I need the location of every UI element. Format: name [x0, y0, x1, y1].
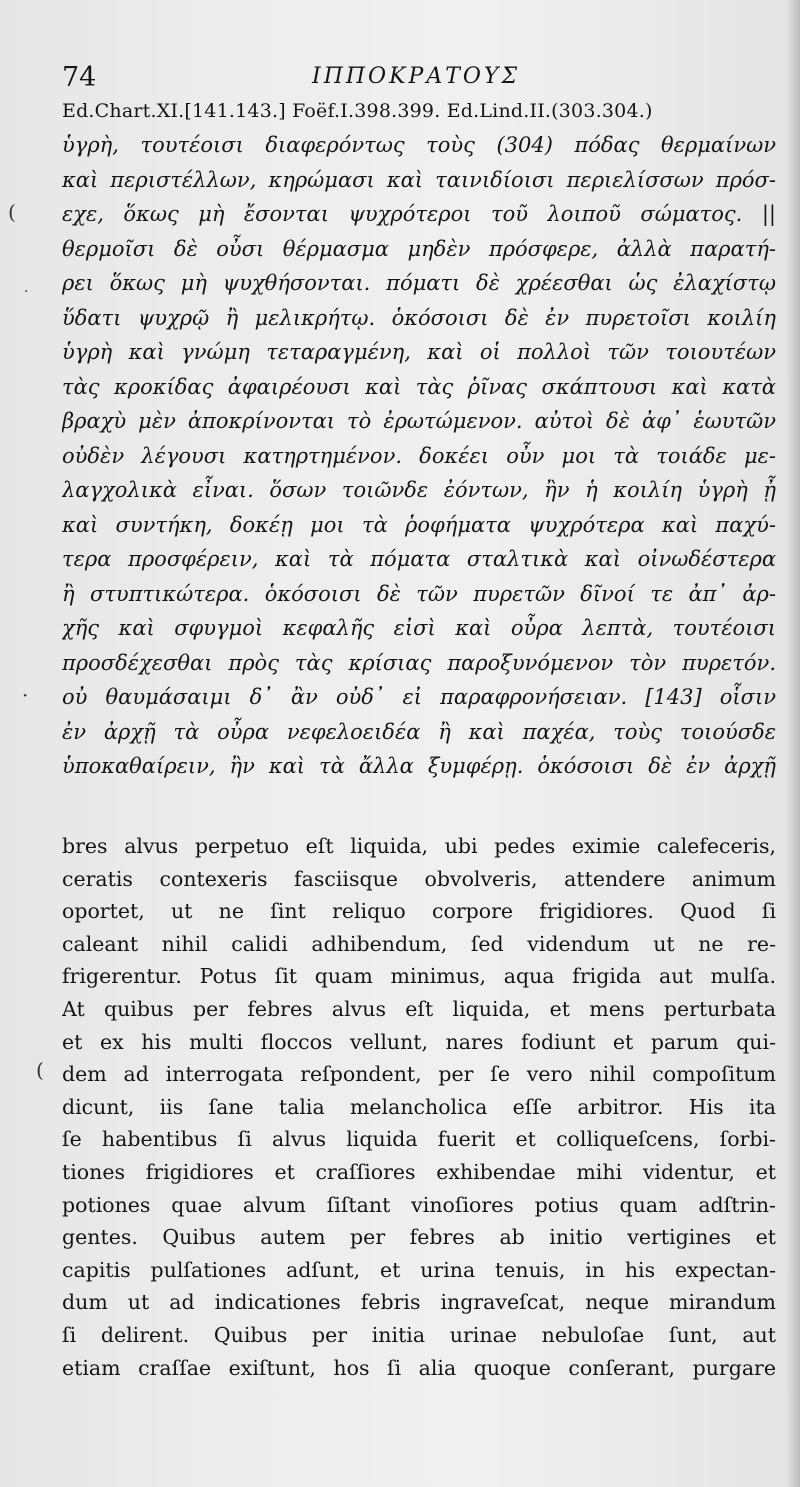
greek-text-line: ἢ στυπτικώτερα. ὁκόσοισι δὲ τῶν πυρετῶν δῖνοί τε ἀπ᾽ ἀρ-	[62, 581, 776, 606]
greek-text-line: καὶ περιστέλλων, κηρώμασι καὶ ταινιδίοισι περιελίσσων πρόσ-	[62, 167, 776, 192]
greek-text-line: χῆς καὶ σφυγμοὶ κεφαλῆς εἰσὶ καὶ οὖρα λεπτὰ, τουτέοισι	[62, 616, 776, 640]
running-title: ΙΠΠΟΚΡΑΤΟΥΣ	[312, 64, 521, 89]
greek-text-line: ἐν ἀρχῇ τὰ οὖρα νεφελοειδέα ἢ καὶ παχέα, τοὺς τοιούσδε	[62, 719, 776, 744]
latin-text-line: frigerentur. Potus ſit quam minimus, aqua frigida aut mulſa.	[62, 964, 776, 989]
page-header	[62, 58, 582, 98]
latin-text-line: potiones quae alvum ſiſtant vinoſiores potius quam adſtrin-	[62, 1192, 776, 1217]
greek-text-line: ὑγρὴ καὶ γνώμη τεταραγμένη, καὶ οἱ πολλοὶ τῶν τοιουτέων	[62, 340, 776, 364]
greek-text-line: οὐ θαυμάσαιμι δ᾽ ἂν οὐδ᾽ εἰ παραφρονήσειαν. [143] οἷσιν	[62, 685, 776, 709]
margin-bracket-mark-2: (	[36, 1058, 44, 1082]
latin-text-line: ſi delirent. Quibus per initia urinae nebuloſae ſunt, aut	[62, 1322, 776, 1347]
greek-text-line: τὰς κροκίδας ἀφαιρέουσι καὶ τὰς ῥῖνας σκάπτουσι καὶ κατὰ	[62, 374, 776, 399]
latin-text-line: ſe habentibus ſi alvus liquida fuerit et colliqueſcens, ſorbi-	[62, 1127, 776, 1152]
greek-text-line: θερμοῖσι δὲ οὖσι θέρμασμα μηδὲν πρόσφερε, ἀλλὰ παρατή-	[62, 236, 776, 261]
greek-text-line: καὶ συντήκη, δοκέῃ μοι τὰ ῥοφήματα ψυχρότερα καὶ παχύ-	[62, 512, 776, 537]
greek-text-line: προσδέχεσθαι πρὸς τὰς κρίσιας παροξυνόμενον τὸν πυρετόν.	[62, 650, 776, 675]
latin-text-line: bres alvus perpetuo eſt liquida, ubi pedes eximie calefeceris,	[62, 834, 776, 858]
greek-text-line: οὐδὲν λέγουσι κατηρτημένον. δοκέει οὖν μοι τὰ τοιάδε με-	[62, 443, 776, 468]
greek-text-line: ὑγρὴ, τουτέοισι διαφερόντως τοὺς (304) πόδας θερμαίνων	[62, 133, 776, 157]
latin-text-line: dem ad interrogata reſpondent, per ſe vero nihil compoſitum	[62, 1062, 776, 1087]
greek-text-block	[62, 128, 776, 784]
greek-text-line: τερα προσφέρειν, καὶ τὰ πόματα σταλτικὰ καὶ οἰνωδέστερα	[62, 547, 776, 571]
latin-text-line: At quibus per febres alvus eſt liquida, et mens perturbata	[62, 996, 776, 1021]
latin-text-line: caleant nihil calidi adhibendum, ſed videndum ut ne re-	[62, 931, 776, 956]
latin-text-line: dum ut ad indicationes febris ingraveſcat, neque mirandum	[62, 1290, 776, 1315]
greek-text-line: ρει ὅκως μὴ ψυχθήσονται. πόματι δὲ χρέεσθαι ὡς ἐλαχίστῳ	[62, 271, 776, 295]
margin-dot-mark: ·	[24, 284, 29, 300]
margin-dot-mark-2: ·	[22, 683, 29, 707]
latin-text-line: capitis pulſationes adſunt, et urina tenuis, in his expectan-	[62, 1257, 776, 1282]
latin-text-line: dicunt, iis ſane talia melancholica eſſe arbitror. His ita	[62, 1094, 776, 1119]
greek-text-line: ὕδατι ψυχρῷ ἢ μελικρήτῳ. ὁκόσοισι δὲ ἐν πυρετοῖσι κοιλίη	[62, 305, 776, 330]
greek-text-line: λαγχολικὰ εἶναι. ὅσων τοιῶνδε ἐόντων, ἢν ἡ κοιλίη ὑγρὴ ᾖ	[62, 478, 776, 502]
latin-text-line: gentes. Quibus autem per febres ab initio vertigines et	[62, 1225, 776, 1250]
latin-text-line: etiam craſſae exiſtunt, hos ſi alia quoque conſerant, purgare	[62, 1355, 776, 1380]
latin-text-line: tiones frigidiores et craſſiores exhibendae mihi videntur, et	[62, 1159, 776, 1184]
greek-text-line: εχε, ὅκως μὴ ἔσονται ψυχρότεροι τοῦ λοιποῦ σώματος. ||	[62, 202, 776, 226]
margin-bracket-mark: (	[8, 200, 16, 224]
latin-text-line: oportet, ut ne ſint reliquo corpore frigidiores. Quod ſi	[62, 899, 776, 924]
greek-text-line: ὑποκαθαίρειν, ἢν καὶ τὰ ἄλλα ξυμφέρῃ. ὁκόσοισι δὲ ἐν ἀρχῇ	[62, 754, 776, 778]
latin-text-line: et ex his multi floccos vellunt, nares fodiunt et parum qui-	[62, 1029, 776, 1054]
latin-text-block	[62, 830, 776, 1384]
page-edge-shadow	[786, 0, 800, 1487]
edition-reference-line: Ed.Chart.XI.[141.143.] Foëf.I.398.399. Ed.Lind.II.(303.304.)	[62, 100, 653, 122]
page-number: 74	[62, 62, 97, 93]
latin-text-line: ceratis contexeris fasciisque obvolveris, attendere animum	[62, 866, 776, 891]
greek-text-line: βραχὺ μὲν ἀποκρίνονται τὸ ἐρωτώμενον. αὐτοὶ δὲ ἀφ᾽ ἑωυτῶν	[62, 409, 776, 433]
